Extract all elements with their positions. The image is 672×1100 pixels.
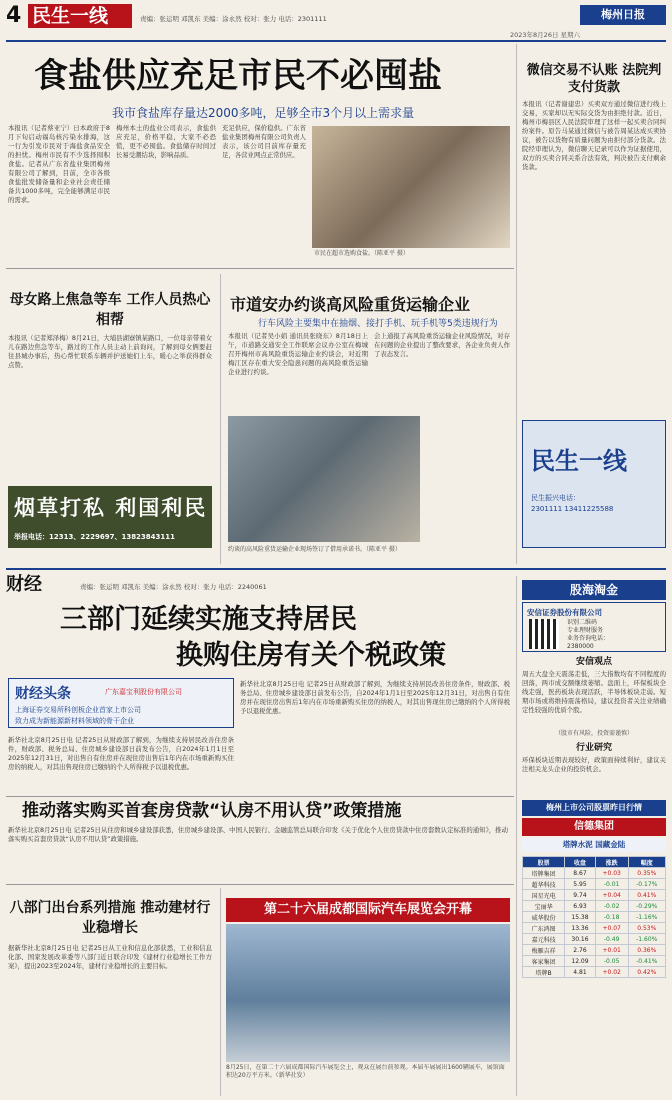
table-cell: -0.41% — [628, 956, 666, 967]
table-cell: +0.02 — [595, 967, 628, 978]
finance-rule — [6, 568, 666, 570]
divider — [6, 796, 514, 797]
top-story-subtitle: 我市食盐库存量达2000多吨，足够全市3个月以上需求量 — [112, 106, 415, 120]
table-cell: 9.74 — [565, 890, 596, 901]
column-divider — [516, 576, 517, 1096]
industry-body: 环保板块近期表现较好，政策面持续利好，建议关注相关龙头企业的投资机会。 — [522, 756, 666, 773]
banner-line-1: 民生振兴电话： — [531, 494, 580, 502]
market-column-header: 收盘 — [565, 857, 596, 868]
safety-story-body-2: 会上通报了高风险重货运输企业风险情况，对存在问题的企业提出了整改要求，各企业负责人作了表态发言。 — [374, 332, 510, 358]
table-row — [523, 934, 666, 945]
market-brand: 信德集团 — [522, 818, 666, 836]
table-cell: 0.41% — [628, 890, 666, 901]
table-cell: 12.09 — [565, 956, 596, 967]
market-column-header: 涨跌 — [595, 857, 628, 868]
header-rule — [6, 40, 666, 42]
mother-story-body: 本报讯（记者郑泽梅）8月21日，大埔县湖寮镇某路口，一位母亲带着女儿在路边焦急等车，路过的工作人员主动上前询问，了解到母女俩要赶往县城办事后，热心帮忙联系车辆并护送她们上车，暖心之举获得群众点赞。 — [8, 334, 212, 369]
industry-title: 行业研究 — [575, 743, 612, 753]
table-cell: -0.49 — [595, 934, 628, 945]
auto-show-caption: 8月25日，在第二十六届成都国际汽车展览会上，观众在展台前参观。本届车展展出1600辆展车，展馆面积达20万平方米。（新华社发） — [226, 1064, 505, 1079]
table-cell: 13.36 — [565, 923, 596, 934]
auto-show-title: 第二十六届成都国际汽车展览会开幕 — [226, 898, 510, 922]
table-row — [523, 868, 666, 879]
building-story-body: 据新华社北京8月25日电 记者25日从工业和信息化部获悉，工业和信息化部、国家发展改革委等八部门近日联合印发《建材行业稳增长工作方案》，提出2023至2024年，建材行业稳增长的主要目标。 — [8, 944, 212, 970]
anti-smuggling-ad — [8, 486, 212, 548]
table-row — [523, 945, 666, 956]
table-cell: 0.35% — [628, 868, 666, 879]
table-cell: 威华股份 — [523, 912, 565, 923]
market-column-header: 股票 — [523, 857, 565, 868]
top-story-title: 食盐供应充足市民不必囤盐 — [34, 56, 442, 96]
table-cell: 超华科技 — [523, 879, 565, 890]
table-cell: -0.17% — [628, 879, 666, 890]
table-row — [523, 956, 666, 967]
page-number: 4 — [6, 3, 22, 28]
table-row — [523, 967, 666, 978]
table-cell: +0.07 — [595, 923, 628, 934]
table-cell: -0.02 — [595, 901, 628, 912]
broker-name: 安信证券股份有限公司 — [527, 608, 602, 617]
contact-line: 2380000 — [567, 643, 594, 650]
table-cell: 0.36% — [628, 945, 666, 956]
table-cell: -1.60% — [628, 934, 666, 945]
broker-box — [522, 602, 666, 652]
headline-box-line-2: 致力成为新能源新材料领域的骨干企业 — [15, 717, 134, 725]
auto-show-photo — [226, 924, 510, 1062]
column-divider — [220, 274, 221, 564]
top-story-body-3: 充足供应，保价稳供。广东省盐业集团梅州有限公司负责人表示，该公司目前库存量充足，各营业网点正常供应。 — [222, 124, 306, 159]
table-row — [523, 879, 666, 890]
top-story-photo — [312, 126, 510, 248]
top-story-body-1: 本报讯（记者蔡亚宁）日本政府于8月下旬启动福岛核污染水排海，这一行为引发市民对于海盐食品安全的担忧。梅州市民有不少选择囤积食盐。记者从广东省盐业集团梅州有限公司了解到，目前，全市各级食盐批发储备量和企业社会责任储备共1000多吨，完全能够满足市民的需求。 — [8, 124, 110, 204]
banner-line-2: 2301111 13411225588 — [531, 505, 614, 513]
contact-line: 识别二维码 — [567, 619, 598, 626]
contact-line: 业务咨询电话： — [567, 635, 610, 642]
table-cell: -0.01 — [595, 879, 628, 890]
date-line: 2023年8月26日 星期六 — [510, 31, 581, 39]
table-cell: 8.67 — [565, 868, 596, 879]
table-row — [523, 890, 666, 901]
newspaper-logo: 梅州日报 — [580, 5, 666, 25]
safety-story-title: 市道安办约谈高风险重货运输企业 — [230, 295, 471, 314]
column-divider — [516, 44, 517, 564]
table-cell: +0.04 — [595, 890, 628, 901]
sidebar-fin-title: 股海淘金 — [522, 580, 666, 600]
loan-story-title: 推动落实购买首套房贷款“认房不用认贷”政策措施 — [22, 801, 402, 821]
finance-title-2: 换购住房有关个税政策 — [176, 640, 446, 671]
sidebar-top-title: 微信交易不认账 法院判支付货款 — [526, 63, 662, 95]
table-cell: 15.38 — [565, 912, 596, 923]
mother-story-title: 母女路上焦急等车 工作人员热心相帮 — [9, 292, 211, 328]
table-row — [523, 912, 666, 923]
table-cell: -0.05 — [595, 956, 628, 967]
finance-headline-box — [8, 678, 234, 728]
table-cell: 国星光电 — [523, 890, 565, 901]
table-cell: 30.16 — [565, 934, 596, 945]
table-cell: 嘉元科技 — [523, 934, 565, 945]
column-divider — [220, 888, 221, 1096]
table-cell: +0.03 — [595, 868, 628, 879]
disclaimer: （股市有风险，投资需谨慎） — [554, 730, 633, 737]
section-title: 民生一线 — [28, 4, 132, 28]
finance-body-right: 新华社北京8月25日电 记者25日从财政部了解到，为继续支持居民改善住房条件，财政部、税务总局、住房城乡建设部日前发布公告，自2024年1月1日至2025年12月31日，对出售自有住房并在现住房出售后1年内在市场重新购买住房的纳税人，对其出售现住房已缴纳的个人所得税予以退税优惠。 — [240, 680, 510, 715]
table-cell: 6.93 — [565, 901, 596, 912]
building-story-title: 八部门出台系列措施 推动建材行业稳增长 — [9, 900, 211, 936]
safety-story-subtitle: 行车风险主要集中在抽烟、接打手机、玩手机等5类违规行为 — [258, 319, 498, 329]
view-body: 周五大盘全天震荡走低，三大指数均有不同程度的回落，两市成交额继续萎缩。盘面上，环保板块全线走强，医药板块表现活跃，半导体板块走弱。短期市场或将维持震荡格局，建议投资者关注业绩确定性较强的优质个股。 — [522, 670, 666, 714]
table-cell: 客家集团 — [523, 956, 565, 967]
safety-story-photo — [228, 416, 420, 542]
safety-story-photo-caption: 约谈的高风险重货运输企业现场签订了借用承诺书。（陈亚平 摄） — [228, 546, 401, 553]
table-cell: 5.95 — [565, 879, 596, 890]
table-cell: 4.81 — [565, 967, 596, 978]
banner-title: 民生一线 — [531, 447, 627, 475]
headline-box-label: 财经头条 — [15, 686, 71, 702]
top-story-body-2: 梅州本土的盐业公司表示，食盐供应充足，价格平稳，大家不必恐慌，更不必囤盐。食盐储存时间过长易受潮结块，影响品质。 — [116, 124, 216, 159]
safety-story-body-1: 本报讯（记者吴小娟 通讯员张晓东）8月18日上午，市道路交通安全工作联席会议办公室在梅城召开梅州市高风险重货运输企业约谈会，对近期梅江区存在重大安全隐患问题的高风险重货运输企业进行约谈。 — [228, 332, 368, 376]
table-cell: 塔牌B — [523, 967, 565, 978]
top-story-photo-caption: 市民在超市选购食盐。（陈亚平 摄） — [314, 250, 409, 257]
view-title: 安信观点 — [575, 657, 612, 667]
table-cell: 梅雁吉祥 — [523, 945, 565, 956]
finance-title-1: 三部门延续实施支持居民 — [60, 604, 357, 635]
table-cell: -0.18 — [595, 912, 628, 923]
table-row — [523, 923, 666, 934]
table-cell: -0.29% — [628, 901, 666, 912]
broker-contact-lines — [567, 619, 609, 651]
minsheng-banner — [522, 420, 666, 548]
table-cell: 0.42% — [628, 967, 666, 978]
market-table — [522, 856, 666, 978]
contact-line: 专业理财服务 — [567, 627, 604, 634]
table-cell: 宝丽华 — [523, 901, 565, 912]
table-cell: 2.76 — [565, 945, 596, 956]
market-title: 梅州上市公司股票昨日行情 — [522, 800, 666, 816]
editors-line: 责编：张运明 邓凯东 美编：涂永然 校对：张力 电话：2301111 — [140, 15, 327, 23]
headline-box-line-1: 上海证券交易所科创板企业首家上市公司 — [15, 706, 141, 714]
divider — [6, 268, 514, 269]
loan-story-body: 新华社北京8月25日电 记者25日从住房和城乡建设部获悉，住房城乡建设部、中国人民银行、金融监管总局联合印发《关于优化个人住房贷款中住房套数认定标准的通知》，推动落实购买首套房贷款“认房不用认贷”政策措施。 — [8, 826, 508, 843]
finance-body-left: 新华社北京8月25日电 记者25日从财政部了解到，为继续支持居民改善住房条件，财政部、税务总局、住房城乡建设部日前发布公告，自2024年1月1日至2025年12月31日，对出售自有住房并在现住房出售后1年内在市场重新购买住房的纳税人，对其出售现住房已缴纳的个人所得税予以退税优惠。 — [8, 736, 234, 771]
finance-section-title: 财经 — [6, 574, 42, 595]
ad-hotline: 举报电话：12313、2229697、13823843111 — [14, 533, 176, 541]
market-column-header: 幅度 — [628, 857, 666, 868]
table-cell: 广东鸿图 — [523, 923, 565, 934]
table-row — [523, 901, 666, 912]
finance-editors: 责编：张运明 邓凯东 美编：涂永然 校对：张力 电话：2240061 — [80, 583, 267, 591]
headline-box-sponsor: 广东嘉宝利股份有限公司 — [105, 688, 182, 696]
table-cell: 塔牌集团 — [523, 868, 565, 879]
table-cell: +0.01 — [595, 945, 628, 956]
qr-code-icon — [529, 619, 559, 649]
market-brand-slogan: 塔牌水泥 国藏金陆 — [522, 838, 666, 852]
table-cell: -1.16% — [628, 912, 666, 923]
ad-slogan: 烟草打私 利国利民 — [14, 496, 208, 520]
table-cell: 0.53% — [628, 923, 666, 934]
divider — [6, 884, 514, 885]
sidebar-top-body: 本报讯（记者谢建忠）买卖双方通过微信进行线上交易，买家却以无实际交货为由拒绝付款。近日，梅州市梅县区人民法院审理了这样一起买卖合同纠纷案件。原告马某通过微信与被告周某达成买卖协议，被告以货物有质量问题为由拒付部分货款。法院经审理认为，微信聊天记录可以作为证据使用，双方的买卖合同关系合法有效，判决被告支付剩余货款。 — [522, 100, 666, 171]
